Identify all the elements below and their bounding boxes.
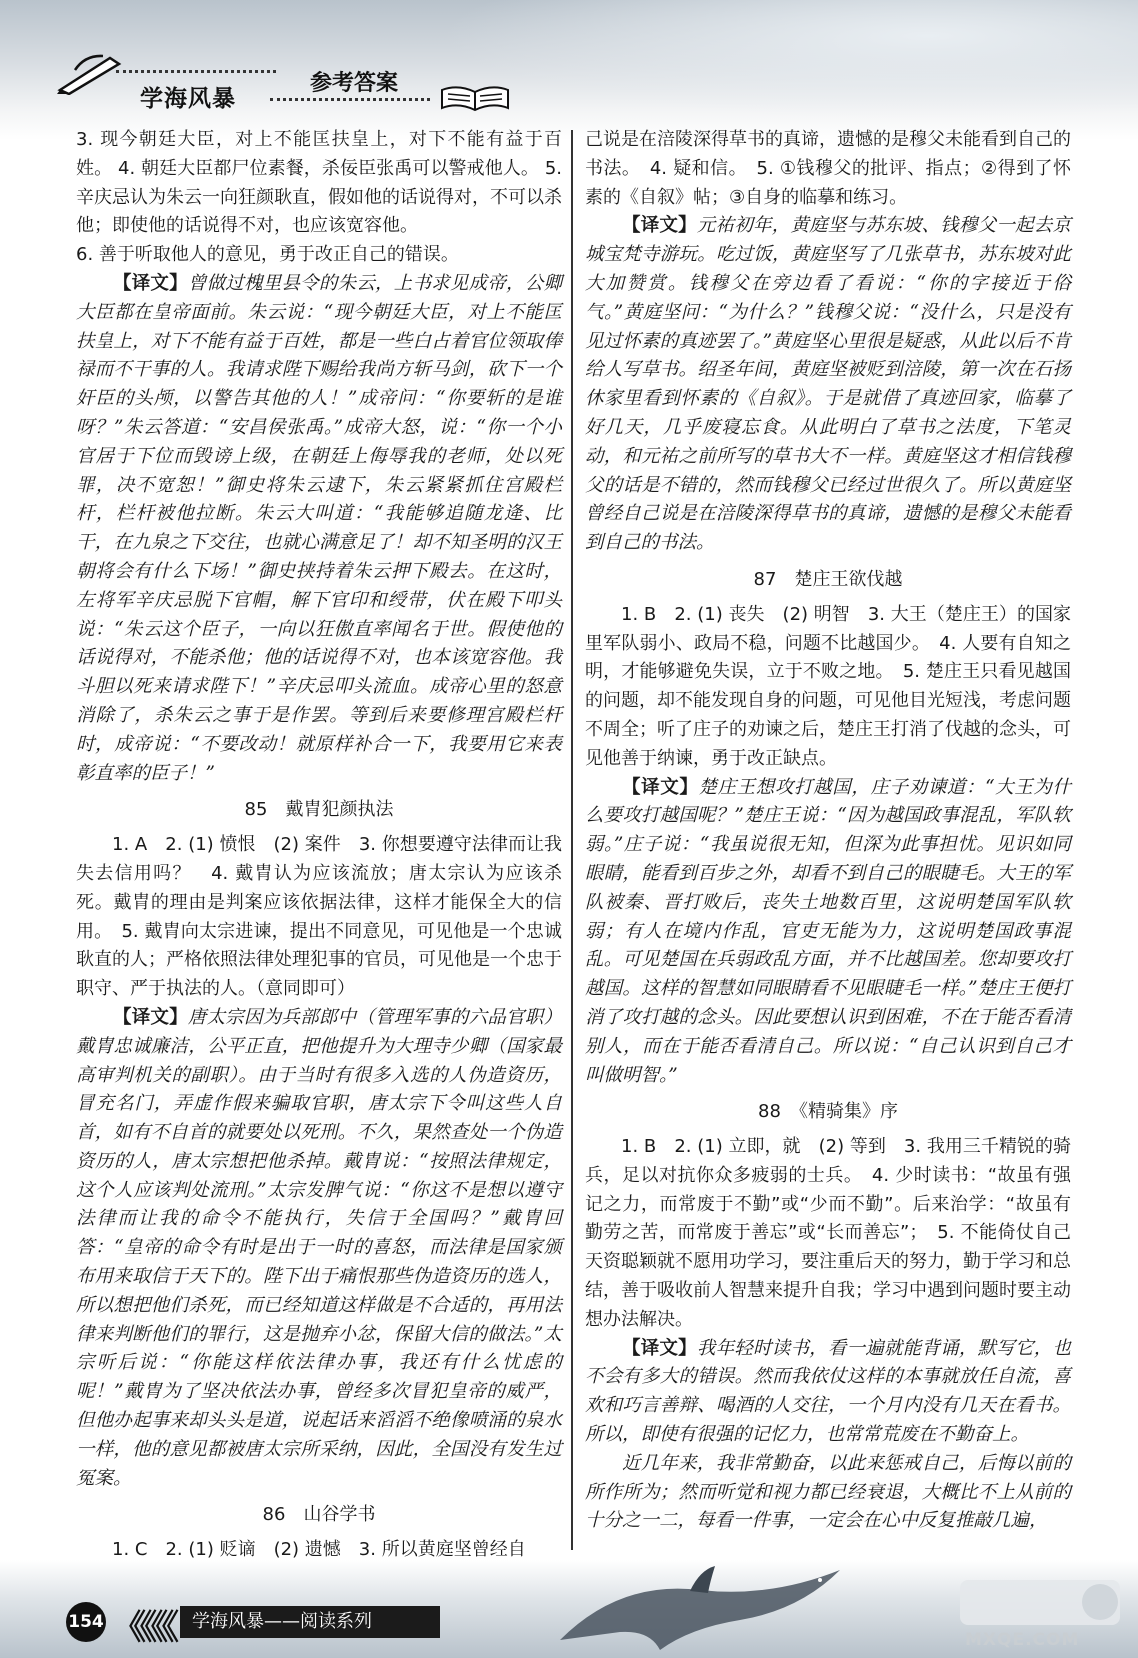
translation-84 bbox=[76, 270, 562, 788]
translation-85 bbox=[76, 1004, 562, 1494]
right-column bbox=[585, 126, 1071, 1536]
section-title: 参考答案 bbox=[310, 71, 399, 96]
translation-84-text: 曾做过槐里县令的朱云，上书求见成帝，公卿大臣都在皇帝面前。朱云说：“现今朝廷大臣，对上不能匡扶皇上，对下不能有益于百姓，都是一些白占着官位领取俸禄而不干事的人。我请求陛下赐给我尚方斩马剑，砍下一个奸臣的头颅，以警告其他的人！”成帝问：“你要斩的是谁呀？”朱云答道：“安昌侯张禹。”成帝大怒，说：“你一个小官居于下位而毁谤上级，在朝廷上侮辱我的老师，处以死罪，决不宽恕！”御史将朱云逮下，朱云紧紧抓住宫殿栏杆，栏杆被他拉断。朱云大叫道：“我能够追随龙逄、比干，在九泉之下交往，也就心满意足了！却不知圣明的汉王朝将会有什么下场！”御史挟持着朱云押下殿去。在这时，左将军辛庆忌脱下官帽，解下官印和绶带，伏在殿下叩头说：“朱云这个臣子，一向以狂傲直率闻名于世。假使他的话说得对，不能杀他；他的话说得不对，也本该宽容他。我斗胆以死来请求陛下！”辛庆忌叩头流血。成帝心里的怒意消除了，杀朱云之事于是作罢。等到后来要修理宫殿栏杆时，成帝说：“不要改动！就原样补合一下，我要用它来表彰直率的臣子！” bbox=[76, 272, 562, 784]
open-book-icon bbox=[440, 82, 510, 112]
page-number: 154 bbox=[66, 1602, 106, 1642]
header-dotted-line-top bbox=[116, 70, 276, 73]
answer-85: 1. A 2. (1) 愤恨 (2) 案件 3. 你想要遵守法律而让我失去信用吗？ 4. 戴胄认为应该流放；唐太宗认为应该杀死。戴胄的理由是判案应该依据法律，这样才能保全大的信用。 5. 戴胄向太宗进谏，提出不同意见，可见他是一个忠诚耿直的人；严格依照法律处理犯事的官员，可见他是一个忠于职守、严于执法的人。（意同即可） bbox=[76, 834, 562, 1000]
watermark-text: MXQE.COM bbox=[965, 1630, 1080, 1650]
translation-88 bbox=[585, 1335, 1071, 1450]
translation-86 bbox=[585, 212, 1071, 558]
column-divider bbox=[571, 130, 573, 1550]
answer-86-continued: 己说是在涪陵深得草书的真谛，遗憾的是穆父未能看到自己的书法。 4. 疑和信。 5. ①钱穆父的批评、指点；②得到了怀素的《自叙》帖；③自身的临摹和练习。 bbox=[585, 129, 1071, 208]
heading-85: 85 戴胄犯颜执法 bbox=[244, 799, 394, 821]
answer-84-part2: 6. 善于听取他人的意见，勇于改正自己的错误。 bbox=[76, 244, 459, 266]
translation-label: 【译文】 bbox=[622, 1337, 697, 1359]
left-column bbox=[76, 126, 562, 1565]
translation-label: 【译文】 bbox=[622, 215, 697, 237]
heading-87: 87 楚庄王欲伐越 bbox=[753, 568, 903, 590]
answer-86-start: 1. C 2. (1) 贬谪 (2) 遗憾 3. 所以黄庭坚曾经自 bbox=[112, 1539, 526, 1561]
brand-title: 学海风暴 bbox=[140, 86, 236, 112]
translation-88-text: 我年轻时读书，看一遍就能背诵，默写它，也不会有多大的错误。然而我依仗这样的本事就放任自流，喜欢和巧言善辩、喝酒的人交往，一个月内没有几天在看书。所以，即使有很强的记忆力，也常常荒废在不勤奋上。 bbox=[585, 1337, 1071, 1446]
dolphin-icon bbox=[540, 1560, 870, 1658]
translation-87-text: 楚庄王想攻打越国，庄子劝谏道：“大王为什么要攻打越国呢？”楚庄王说：“因为越国政事混乱，军队软弱。”庄子说：“我虽说很无知，但深为此事担忧。见识如同眼睛，能看到百步之外，却看不到自己的眼睫毛。大王的军队被秦、晋打败后，丧失土地数百里，这说明楚国军队软弱；有人在境内作乱，官吏无能为力，这说明楚国政事混乱。可见楚国在兵弱政乱方面，并不比越国差。您却要攻打越国。这样的智慧如同眼睛看不见眼睫毛一样。”楚庄王便打消了攻打越的念头。因此要想认识到困难，不在于能否看清别人，而在于能否看清自己。所以说：“自己认识到自己才叫做明智。” bbox=[585, 776, 1071, 1086]
translation-88-continued: 近几年来，我非常勤奋，以此来惩戒自己，后悔以前的所作所为；然而听觉和视力都已经衰退，大概比不上从前的十分之一二，每看一件事，一定会在心中反复推敲几遍， bbox=[585, 1452, 1071, 1532]
header-cloud-decoration bbox=[438, 0, 1138, 120]
chevrons-decoration: 《《《《 bbox=[112, 1608, 173, 1648]
translation-label: 【译文】 bbox=[113, 272, 188, 294]
heading-86: 86 山谷学书 bbox=[262, 1504, 376, 1526]
translation-label: 【译文】 bbox=[113, 1006, 188, 1028]
translation-86-text: 元祐初年，黄庭坚与苏东坡、钱穆父一起去京城宝梵寺游玩。吃过饭，黄庭坚写了几张草书，苏东坡对此大加赞赏。钱穆父在旁边看了看说：“你的字接近于俗气。”黄庭坚问：“为什么？”钱穆父说：“没什么，只是没有见过怀素的真迹罢了。”黄庭坚心里很是疑惑，从此以后不肯给人写草书。绍圣年间，黄庭坚被贬到涪陵，第一次在石扬休家里看到怀素的《自叙》。于是就借了真迹回家，临摹了好几天，几乎废寝忘食。从此明白了草书之法度，下笔灵动，和元祐之前所写的草书大不一样。黄庭坚这才相信钱穆父的话是不错的，然而钱穆父已经过世很久了。所以黄庭坚曾经自己说是在涪陵深得草书的真谛，遗憾的是穆父未能看到自己的书法。 bbox=[585, 215, 1071, 554]
heading-88: 88 《精骑集》序 bbox=[758, 1101, 898, 1123]
translation-85-text: 唐太宗因为兵部郎中（管理军事的六品官职）戴胄忠诚廉洁，公平正直，把他提升为大理寺少卿（国家最高审判机关的副职）。由于当时有很多入选的人伪造资历，冒充名门，弄虚作假来骗取官职，唐太宗下令叫这些人自首，如有不自首的就要处以死刑。不久，果然查处一个伪造资历的人，唐太宗想把他杀掉。戴胄说：“按照法律规定，这个人应该判处流刑。”太宗发脾气说：“你这不是想以遵守法律而让我的命令不能执行，失信于全国吗？”戴胄回答：“皇帝的命令有时是出于一时的喜怒，而法律是国家颁布用来取信于天下的。陛下出于痛恨那些伪造资历的选人，所以想把他们杀死，而已经知道这样做是不合适的，再用法律来判断他们的罪行，这是抛弃小忿，保留大信的做法。”太宗听后说：“你能这样依法律办事，我还有什么忧虑的呢！”戴胄为了坚决依法办事，曾经多次冒犯皇帝的威严，但他办起事来却头头是道，说起话来滔滔不绝像喷涌的泉水一样，他的意见都被唐太宗所采纳，因此，全国没有发生过冤案。 bbox=[76, 1006, 562, 1489]
answer-87: 1. B 2. (1) 丧失 (2) 明智 3. 大王（楚庄王）的国家里军队弱小、政局不稳，问题不比越国少。 4. 人要有自知之明，才能够避免失误，立于不败之地。 5. 楚庄王只看见越国的问题，却不能发现自身的问题，可见他目光短浅，考虑问题不周全；听了庄子的劝谏之后，楚庄王打消了伐越的念头，可见他善于纳谏，勇于改正缺点。 bbox=[585, 603, 1071, 769]
translation-label: 【译文】 bbox=[622, 776, 699, 798]
answer-88: 1. B 2. (1) 立即，就 (2) 等到 3. 我用三千精锐的骑兵，足以对抗你众多疲弱的士兵。 4. 少时读书：“故虽有强记之力，而常废于不勤”或“少而不勤”。后来治学：“故虽有勤劳之苦，而常废于善忘”或“长而善忘”； 5. 不能倚仗自己天资聪颖就不愿用功学习，要注重后天的努力，勤于学习和总结，善于吸收前人智慧来提升自我；学习中遇到问题时要主动想办法解决。 bbox=[585, 1136, 1071, 1330]
header-dotted-line-bottom bbox=[270, 98, 430, 101]
series-label: 学海风暴——阅读系列 bbox=[180, 1606, 440, 1638]
translation-87 bbox=[585, 774, 1071, 1091]
pen-icon bbox=[55, 50, 125, 95]
answer-84-part1: 3. 现今朝廷大臣，对上不能匡扶皇上，对下不能有益于百姓。 4. 朝廷大臣都尸位素餐，杀佞臣张禹可以警戒他人。 5. 辛庆忌认为朱云一向狂颜耿直，假如他的话说得对，不可以杀他；即使他的话说得不对，也应该宽容他。 bbox=[76, 129, 562, 237]
